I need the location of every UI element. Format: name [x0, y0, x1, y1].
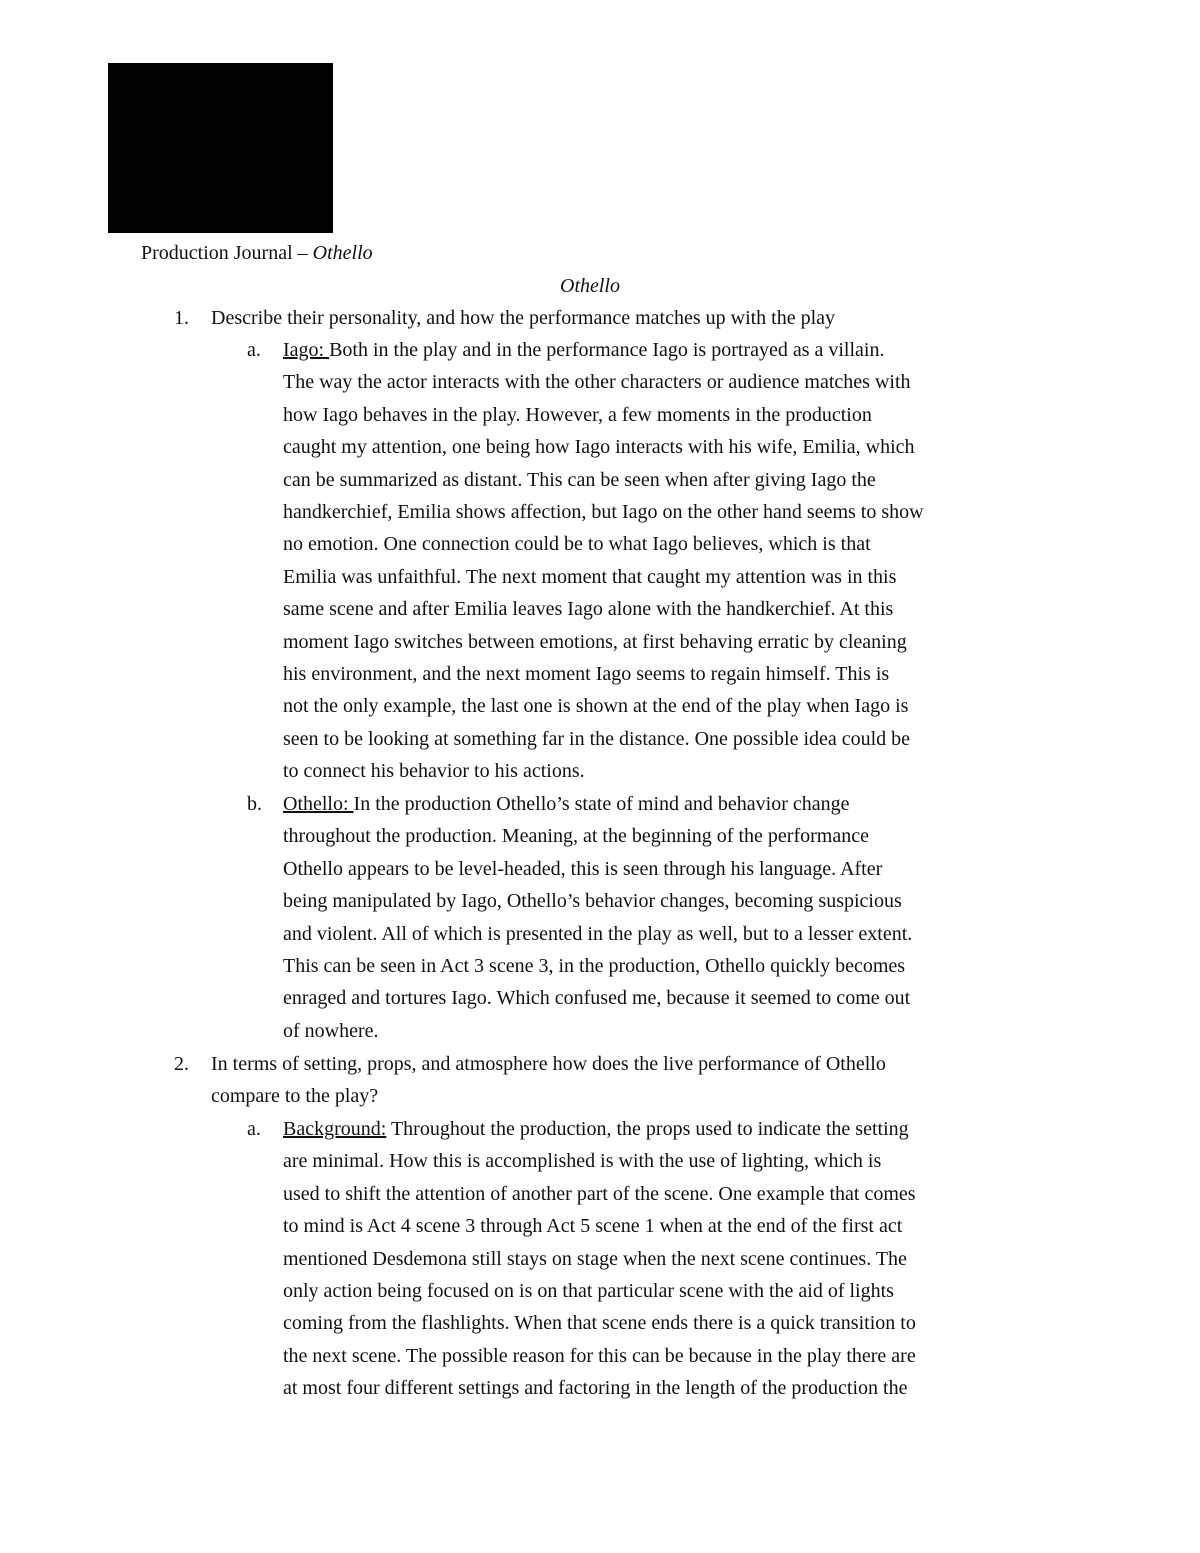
- subitem-line: used to shift the attention of another part of the scene. One example that comes: [283, 1182, 916, 1205]
- subitem-line: only action being focused on is on that particular scene with the aid of lights: [283, 1280, 894, 1303]
- subitem-line: [283, 1113, 1045, 1145]
- question-line: compare to the play?: [211, 1085, 379, 1108]
- subitem-line: to connect his behavior to his actions.: [283, 760, 585, 783]
- subitem-label: Iago:: [283, 339, 330, 361]
- subitem-line: can be summarized as distant. This can be seen when after giving Iago the: [283, 468, 876, 491]
- subitem-line: of nowhere.: [283, 1019, 379, 1042]
- title-italic: Othello: [312, 242, 373, 264]
- subitem-line: being manipulated by Iago, Othello’s behavior changes, becoming suspicious: [283, 890, 902, 913]
- subitem-line: [283, 788, 1045, 820]
- subitem-line-text: Both in the play and in the performance Iago is portrayed as a villain.: [329, 339, 885, 361]
- question-number: 1.: [174, 307, 189, 329]
- question-text: [211, 1048, 1041, 1113]
- subitem-line: seen to be looking at something far in the distance. One possible idea could be: [283, 727, 911, 750]
- subitem-line: Emilia was unfaithful. The next moment that caught my attention was in this: [283, 565, 897, 588]
- subitem-line-text: In the production Othello’s state of mind and behavior change: [353, 793, 850, 815]
- subitem-line: at most four different settings and factoring in the length of the production the: [283, 1377, 908, 1400]
- subitem-line: This can be seen in Act 3 scene 3, in the production, Othello quickly becomes: [283, 955, 906, 978]
- subitem-line: mentioned Desdemona still stays on stage when the next scene continues. The: [283, 1247, 907, 1270]
- subitem-line: to mind is Act 4 scene 3 through Act 5 scene 1 when at the end of the first act: [283, 1215, 903, 1238]
- subitem-line: throughout the production. Meaning, at the beginning of the performance: [283, 825, 869, 848]
- redaction-block: [108, 63, 333, 233]
- title-prefix: Production Journal –: [141, 242, 313, 264]
- subitem-line: [283, 334, 1045, 366]
- subitem-letter: b.: [247, 793, 262, 815]
- subitem-body: [283, 788, 1045, 1047]
- page-subtitle: Othello: [560, 275, 620, 297]
- subitem-line: his environment, and the next moment Iago seems to regain himself. This is: [283, 663, 890, 686]
- subitem-line: same scene and after Emilia leaves Iago alone with the handkerchief. At this: [283, 598, 894, 621]
- subitem-line: how Iago behaves in the play. However, a few moments in the production: [283, 403, 872, 426]
- subitem-label: Background:: [283, 1118, 387, 1140]
- subitem-letter: a.: [247, 339, 261, 361]
- subitem-line: The way the actor interacts with the other characters or audience matches with: [283, 371, 911, 394]
- subitem-letter: a.: [247, 1118, 261, 1140]
- subitem-line: caught my attention, one being how Iago interacts with his wife, Emilia, which: [283, 436, 915, 459]
- subitem-line: the next scene. The possible reason for this can be because in the play there are: [283, 1344, 916, 1367]
- subitem-line: are minimal. How this is accomplished is with the use of lighting, which is: [283, 1150, 882, 1173]
- question-number: 2.: [174, 1053, 189, 1075]
- subitem-line: handkerchief, Emilia shows affection, but Iago on the other hand seems to show: [283, 501, 924, 524]
- subitem-label: Othello:: [283, 793, 354, 815]
- subitem-body: [283, 1113, 1045, 1405]
- subitem-line: no emotion. One connection could be to what Iago believes, which is that: [283, 533, 871, 556]
- subitem-body: [283, 334, 1045, 788]
- question-line: In terms of setting, props, and atmosphere how does the live performance of Othello: [211, 1053, 886, 1075]
- subitem-line-text: Throughout the production, the props used to indicate the setting: [386, 1118, 909, 1140]
- subitem-line: not the only example, the last one is shown at the end of the play when Iago is: [283, 695, 909, 718]
- subitem-line: coming from the flashlights. When that scene ends there is a quick transition to: [283, 1312, 916, 1335]
- question-text: [211, 302, 1041, 334]
- subitem-line: enraged and tortures Iago. Which confused me, because it seemed to come out: [283, 987, 911, 1010]
- subitem-line: and violent. All of which is presented in the play as well, but to a lesser extent.: [283, 922, 913, 945]
- question-line: Describe their personality, and how the performance matches up with the play: [211, 307, 836, 329]
- subitem-line: Othello appears to be level-headed, this is seen through his language. After: [283, 857, 883, 880]
- page-title: [141, 238, 373, 268]
- subitem-line: moment Iago switches between emotions, at first behaving erratic by cleaning: [283, 630, 907, 653]
